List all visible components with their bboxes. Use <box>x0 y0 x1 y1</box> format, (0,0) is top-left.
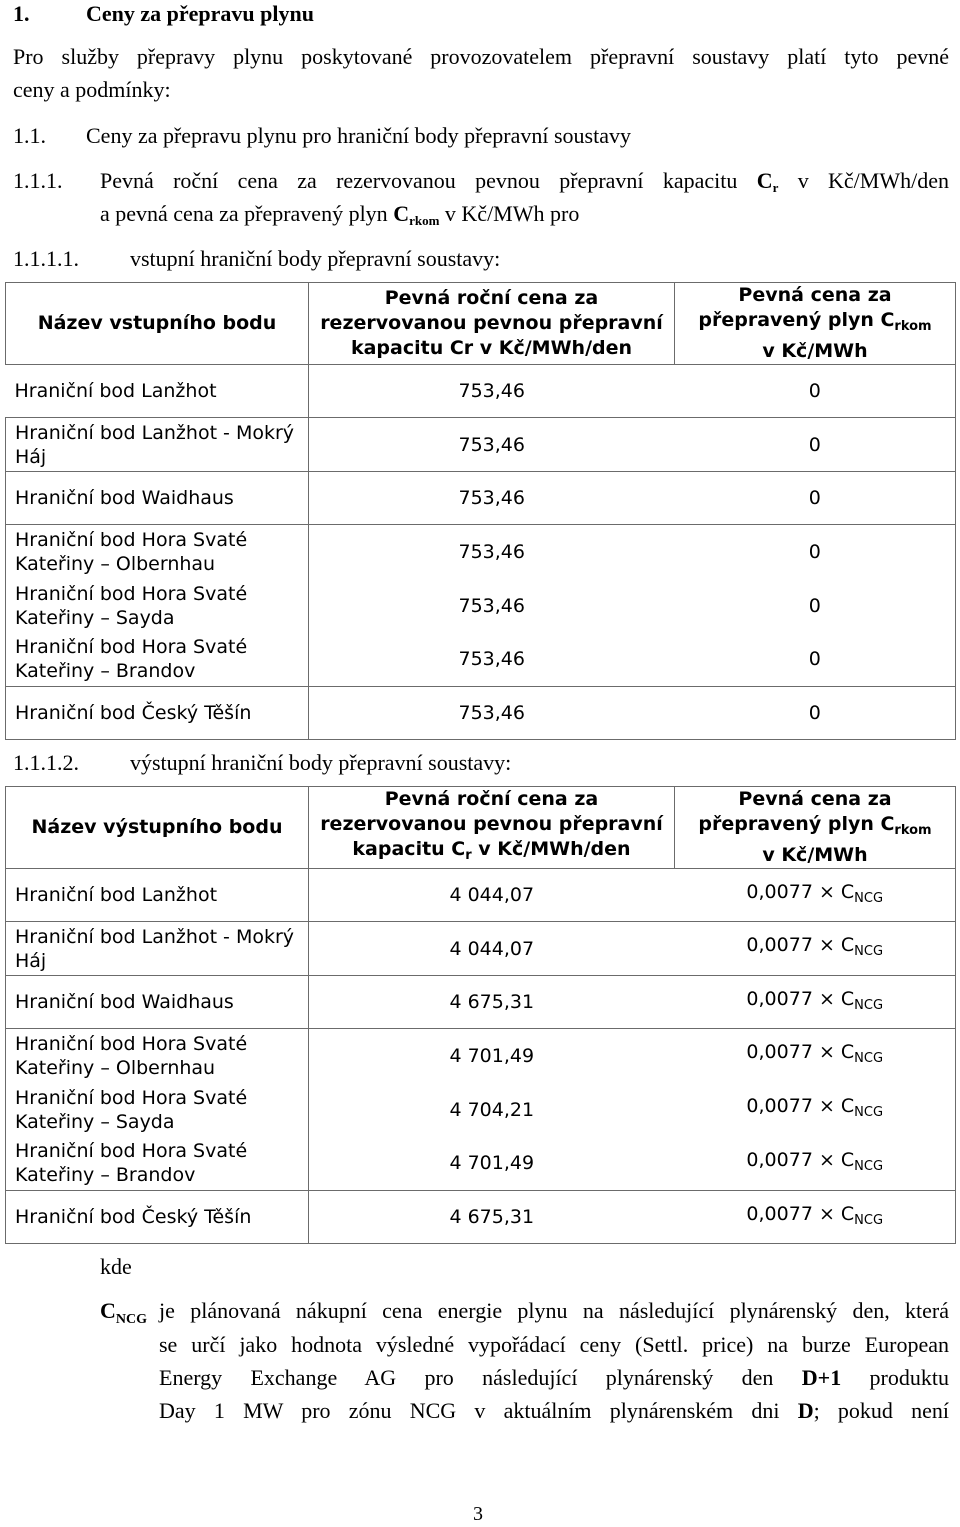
point-name <box>6 579 309 633</box>
point-name-line: Hraniční bod Waidhaus <box>15 991 234 1013</box>
definition-bold: D+1 <box>801 1365 842 1390</box>
table-row <box>6 976 956 1029</box>
gas-price <box>675 976 956 1029</box>
capacity-price: 753,46 <box>309 687 675 740</box>
definition-text: Energy Exchange AG pro následující plynárenský den <box>159 1365 774 1390</box>
point-name-line: Kateřiny – Olbernhau <box>15 552 216 575</box>
point-name-line: Kateřiny – Brandov <box>15 660 196 683</box>
point-name-line: Hraniční bod Lanžhot - Mokrý <box>15 925 295 948</box>
header-line: v Kč/MWh <box>762 340 868 362</box>
capacity-price: 753,46 <box>309 525 675 579</box>
gas-formula: 0,0077 × C <box>746 880 855 903</box>
capacity-price: 753,46 <box>458 594 525 617</box>
symbol-c: C <box>100 1298 116 1323</box>
point-name-line: Hraniční bod Lanžhot <box>15 884 218 906</box>
table-row <box>6 687 956 740</box>
gas-price: 0 <box>675 687 956 740</box>
gas-price: 0 <box>675 525 956 579</box>
section-title: Ceny za přepravu plynu <box>86 1 314 26</box>
table-row <box>6 1191 956 1244</box>
exit-points-table <box>5 786 956 1244</box>
line1-unit: v Kč/MWh/den <box>797 168 949 193</box>
header-text: v Kč/MWh/den <box>471 838 631 860</box>
capacity-price: 4 675,31 <box>309 976 675 1029</box>
point-name-line: Hraniční bod Hora Svaté <box>15 528 248 551</box>
gas-formula-sub: NCG <box>854 890 884 906</box>
point-name-line: Kateřiny – Brandov <box>15 1164 196 1187</box>
header-capacity-price <box>309 787 675 869</box>
point-name <box>6 472 309 525</box>
header-point-name: Název výstupního bodu <box>6 787 309 869</box>
header-line <box>684 812 946 843</box>
point-name <box>6 687 309 740</box>
point-name-line: Kateřiny – Olbernhau <box>15 1056 216 1079</box>
definition-text: ; pokud není <box>813 1398 949 1423</box>
intro-line-2: ceny a podmínky: <box>13 77 171 102</box>
capacity-price: 753,46 <box>309 365 675 418</box>
table-row <box>6 1137 956 1191</box>
point-name <box>6 525 309 579</box>
intro-line-1: Pro služby přepravy plynu poskytované provozovatelem přepravní soustavy platí tyto pevné <box>13 44 949 69</box>
symbol-sub: rkom <box>409 213 440 228</box>
definition-line-3 <box>159 1365 949 1391</box>
gas-formula: 0,0077 × C <box>746 1095 855 1117</box>
header-text: kapacitu C <box>352 838 466 860</box>
table-row <box>6 922 956 976</box>
header-point-name: Název vstupního bodu <box>6 283 309 365</box>
point-name-line: Hraniční bod Český Těšín <box>15 702 252 724</box>
header-gas-price <box>675 283 956 365</box>
line1-text: Pevná roční cena za rezervovanou pevnou přepravní kapacitu <box>100 168 738 193</box>
header-line: rezervovanou pevnou přepravní <box>320 813 663 835</box>
capacity-price: 753,46 <box>309 418 675 472</box>
gas-price: 0 <box>675 579 956 633</box>
point-name-line: Kateřiny – Sayda <box>15 606 175 629</box>
line2-text: a pevná cena za přepravený plyn <box>100 201 388 226</box>
gas-formula-sub: NCG <box>854 1105 884 1120</box>
subsubsection-line-2 <box>100 201 579 229</box>
point-name-line: Kateřiny – Sayda <box>15 1110 175 1133</box>
gas-price <box>675 922 956 976</box>
header-line <box>318 837 665 868</box>
capacity-price: 4 701,49 <box>309 1029 675 1083</box>
capacity-price: 4 044,07 <box>309 869 675 922</box>
header-sub: rkom <box>894 319 932 334</box>
table-row <box>6 472 956 525</box>
table-header-row <box>6 283 956 365</box>
point-name-line: Hraniční bod Lanžhot - Mokrý <box>15 421 295 444</box>
capacity-price: 4 675,31 <box>309 1191 675 1244</box>
item-title: vstupní hraniční body přepravní soustavy: <box>130 246 501 271</box>
capacity-price: 4 704,21 <box>449 1098 535 1121</box>
gas-price: 0 <box>675 633 956 687</box>
header-text: přepravený plyn C <box>698 813 895 835</box>
point-name <box>6 418 309 472</box>
gas-formula-sub: NCG <box>854 1158 884 1174</box>
point-name <box>6 633 309 687</box>
subsection-number: 1.1. <box>13 123 46 148</box>
subsubsection-line-1 <box>100 168 949 196</box>
table-row <box>6 579 956 633</box>
capacity-price: 753,46 <box>309 472 675 525</box>
point-name <box>6 922 309 976</box>
gas-formula: 0,0077 × C <box>746 987 855 1010</box>
gas-price <box>675 1191 956 1244</box>
page-number: 3 <box>473 1503 483 1525</box>
definition-line-2: se určí jako hodnota výsledné vypořádací ceny (Settl. price) na burze European <box>159 1332 949 1357</box>
gas-formula: 0,0077 × C <box>746 1041 855 1064</box>
point-name-line: Hraniční bod Lanžhot <box>14 380 217 402</box>
header-line: rezervovanou pevnou přepravní <box>320 312 663 334</box>
gas-price <box>675 869 956 922</box>
point-name <box>6 365 309 418</box>
gas-formula: 0,0077 × C <box>746 1148 855 1171</box>
header-line: Pevná roční cena za <box>384 287 599 309</box>
gas-price: 0 <box>675 472 956 525</box>
header-line: kapacitu Cr v Kč/MWh/den <box>350 337 633 359</box>
point-name <box>6 869 309 922</box>
definition-text: produktu <box>869 1365 949 1390</box>
header-line: v Kč/MWh <box>762 844 868 866</box>
header-text: přepravený plyn C <box>698 309 895 331</box>
header-line <box>684 308 946 339</box>
entry-points-table <box>5 282 956 740</box>
point-name <box>6 976 309 1029</box>
table-row <box>6 633 956 687</box>
point-name <box>6 1191 309 1244</box>
point-name-line: Háj <box>15 445 47 468</box>
point-name-line: Hraniční bod Hora Svaté <box>15 636 248 659</box>
point-name <box>6 1083 309 1137</box>
symbol-c: C <box>393 201 410 226</box>
table-row <box>6 525 956 579</box>
item-number: 1.1.1.1. <box>13 246 79 271</box>
gas-price: 0 <box>675 418 956 472</box>
symbol-sub: r <box>772 180 779 195</box>
point-name-line: Hraniční bod Český Těšín <box>15 1206 252 1228</box>
header-sub: rkom <box>894 823 932 838</box>
gas-price: 0 <box>675 365 956 418</box>
gas-formula-sub: NCG <box>854 1051 884 1067</box>
gas-price <box>675 1083 956 1137</box>
header-sub: r <box>465 848 472 863</box>
table-header-row <box>6 787 956 869</box>
table-row <box>6 869 956 922</box>
table-row <box>6 365 956 418</box>
header-line: Pevná roční cena za <box>384 788 599 810</box>
capacity-price: 753,46 <box>309 633 675 687</box>
section-number: 1. <box>13 1 30 26</box>
subsection-title: Ceny za přepravu plynu pro hraniční body přepravní soustavy <box>86 123 631 148</box>
gas-price <box>675 1137 956 1191</box>
line2-unit: v Kč/MWh pro <box>444 201 580 226</box>
table-row <box>6 1083 956 1137</box>
point-name <box>6 1029 309 1083</box>
point-name-line: Háj <box>15 949 47 972</box>
point-name-line: Hraniční bod Hora Svaté <box>15 1032 248 1055</box>
header-capacity-price <box>309 283 675 365</box>
gas-formula-sub: NCG <box>854 997 884 1013</box>
gas-formula: 0,0077 × C <box>746 934 855 956</box>
point-name-line: Hraniční bod Hora Svaté <box>15 1140 248 1163</box>
table-row <box>6 1029 956 1083</box>
gas-price <box>675 1029 956 1083</box>
header-line: Pevná cena za <box>738 284 892 306</box>
subsubsection-number: 1.1.1. <box>13 168 63 193</box>
gas-formula-sub: NCG <box>854 944 884 959</box>
gas-formula-sub: NCG <box>854 1212 884 1228</box>
point-name-line: Hraniční bod Hora Svaté <box>15 1086 248 1109</box>
point-name-line: Hraniční bod Waidhaus <box>15 487 234 509</box>
definition-symbol <box>100 1298 147 1328</box>
header-line: Pevná cena za <box>738 788 892 810</box>
section-heading <box>13 1 30 27</box>
definition-bold: D <box>797 1398 814 1423</box>
symbol-c: C <box>756 168 773 193</box>
table-row <box>6 418 956 472</box>
gas-formula: 0,0077 × C <box>746 1202 855 1225</box>
definition-line-1: je plánovaná nákupní cena energie plynu na následující plynárenský den, která <box>159 1298 949 1323</box>
symbol-sub: NCG <box>115 1312 148 1327</box>
point-name <box>6 1137 309 1191</box>
definition-text: Day 1 MW pro zónu NCG v aktuálním plynárenském dni <box>159 1398 780 1423</box>
point-name-line: Hraniční bod Hora Svaté <box>15 582 248 605</box>
header-gas-price <box>675 787 956 869</box>
where-label: kde <box>100 1254 132 1279</box>
item-number: 1.1.1.2. <box>13 750 79 775</box>
capacity-price: 4 701,49 <box>309 1137 675 1191</box>
capacity-price: 4 044,07 <box>309 922 675 976</box>
item-title: výstupní hraniční body přepravní soustavy: <box>130 750 512 775</box>
definition-line-4 <box>159 1398 949 1424</box>
